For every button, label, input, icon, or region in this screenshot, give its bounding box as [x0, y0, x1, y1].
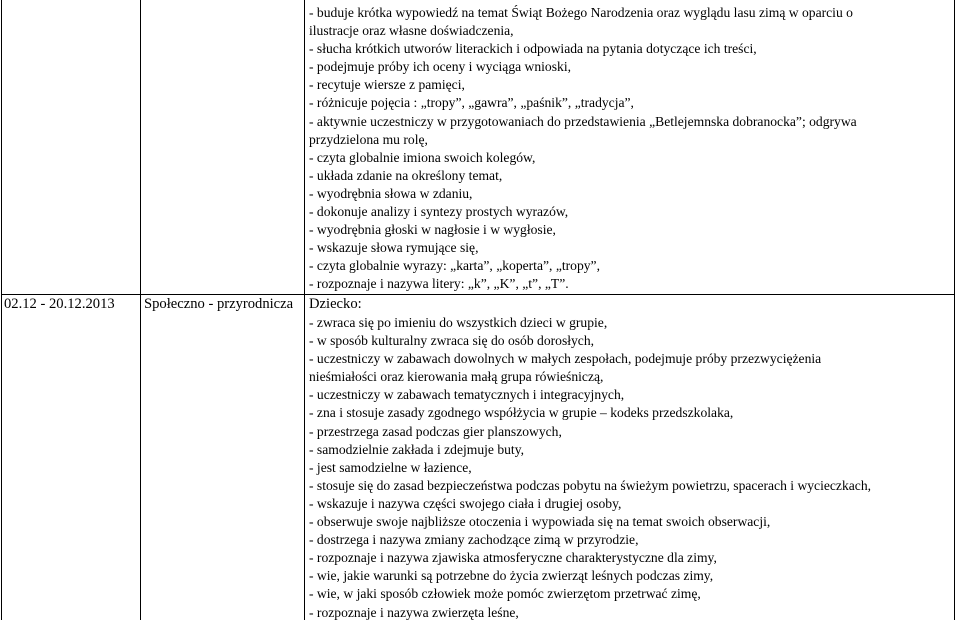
text-line: - podejmuje próby ich oceny i wyciąga wnioski,: [309, 59, 571, 75]
text-line: przydzielona mu rolę,: [309, 131, 428, 147]
text-line: - różnicuje pojęcia : „tropy”, „gawra”, „paśnik”, „tradycja”,: [309, 95, 634, 111]
text-line: - czyta globalnie wyrazy: „karta”, „koperta”, „tropy”,: [309, 258, 600, 274]
text-line: - wyodrębnia głoski w nagłosie i w wygłosie,: [309, 222, 556, 238]
date-cell: 02.12 - 20.12.2013: [4, 296, 115, 312]
main-row-content: [309, 314, 871, 622]
table-border-left: [1, 0, 2, 620]
text-line: - czyta globalnie imiona swoich kolegów,: [309, 149, 536, 165]
text-line: - wie, jakie warunki są potrzebne do życia zwierząt leśnych podczas zimy,: [309, 568, 714, 584]
text-line: - aktywnie uczestniczy w przygotowaniach do przedstawienia „Betlejemnska dobranocka”; odgrywa: [309, 113, 857, 129]
text-line: - wskazuje i nazywa części swojego ciała i drugiej osoby,: [309, 495, 622, 511]
table-border-right: [954, 0, 955, 620]
text-line: ilustracje oraz własne doświadczenia,: [309, 23, 514, 39]
text-line: - dostrzega i nazywa zmiany zachodzące zimą w przyrodzie,: [309, 532, 639, 548]
text-line: - uczestniczy w zabawach dowolnych w małych zespołach, podejmuje próby przezwyciężenia: [309, 351, 822, 367]
text-line: - układa zdanie na określony temat,: [309, 167, 503, 183]
text-line: - zwraca się po imieniu do wszystkich dzieci w grupie,: [309, 315, 608, 330]
text-line: - słucha krótkich utworów literackich i odpowiada na pytania dotyczące ich treści,: [309, 41, 757, 57]
text-line: - dokonuje analizy i syntezy prostych wyrazów,: [309, 204, 569, 220]
text-line: - przestrzega zasad podczas gier planszowych,: [309, 423, 562, 439]
text-line: - buduje krótka wypowiedź na temat Świąt Bożego Narodzenia oraz wyglądu lasu zimą w oparciu o: [309, 5, 853, 20]
content-heading: Dziecko:: [309, 296, 362, 312]
text-line: - wyodrębnia słowa w zdaniu,: [309, 185, 473, 201]
column-divider-area: [304, 0, 305, 620]
text-line: - recytuje wiersze z pamięci,: [309, 77, 465, 93]
text-line: - rozpoznaje i nazywa zjawiska atmosferyczne charakterystyczne dla zimy,: [309, 550, 717, 566]
previous-row-content: [309, 4, 857, 294]
text-line: - jest samodzielne w łazience,: [309, 459, 472, 475]
text-line: - w sposób kulturalny zwraca się do osób dorosłych,: [309, 333, 595, 349]
text-line: - uczestniczy w zabawach tematycznych i integracyjnych,: [309, 387, 625, 403]
area-cell: Społeczno - przyrodnicza: [144, 296, 294, 312]
text-line: - wie, w jaki sposób człowiek może pomóc zwierzętom przetrwać zimę,: [309, 586, 701, 602]
text-line: - wskazuje słowa rymujące się,: [309, 240, 479, 256]
text-line: - rozpoznaje i nazywa zwierzęta leśne,: [309, 604, 519, 620]
column-divider-date: [140, 0, 141, 620]
text-line: nieśmiałości oraz kierowania małą grupa rówieśniczą,: [309, 369, 604, 385]
text-line: - zna i stosuje zasady zgodnego współżycia w grupie – kodeks przedszkolaka,: [309, 405, 734, 421]
text-line: - stosuje się do zasad bezpieczeństwa podczas pobytu na świeżym powietrzu, spacerach i wycieczkach,: [309, 477, 872, 493]
text-line: - samodzielnie zakłada i zdejmuje buty,: [309, 441, 525, 457]
text-line: - rozpoznaje i nazywa litery: „k”, „K”, „t”, „T”.: [309, 276, 569, 292]
text-line: - obserwuje swoje najbliższe otoczenia i wypowiada się na temat swoich obserwacji,: [309, 514, 771, 530]
